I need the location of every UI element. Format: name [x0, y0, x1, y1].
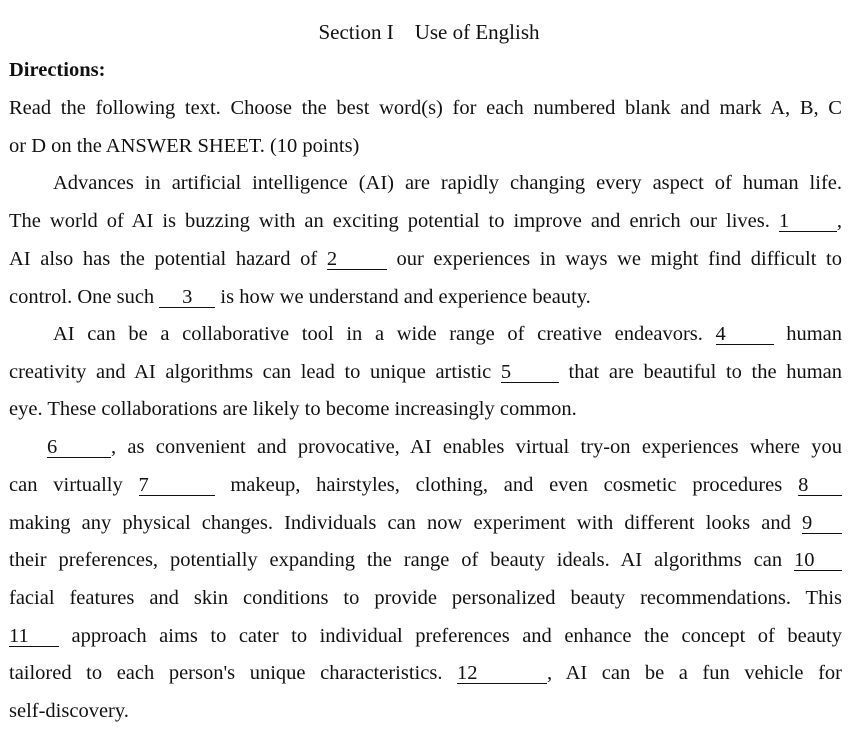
p3-line-4: their preferences, potentially expanding the range of beauty ideals. AI algorithms can 10: [9, 546, 842, 574]
p2-line-3: eye. These collaborations are likely to become increasingly common.: [9, 398, 577, 420]
p2-line-1: AI can be a collaborative tool in a wide range of creative endeavors. 4 human: [53, 323, 842, 345]
p1-line-1: Advances in artificial intelligence (AI) are rapidly changing every aspect of human life.: [53, 172, 842, 194]
directions-line-1: Read the following text. Choose the best word(s) for each numbered blank and mark A, B, C: [9, 97, 842, 119]
directions-line-2: or D on the ANSWER SHEET. (10 points): [9, 135, 360, 157]
section-name: Use of English: [414, 20, 540, 44]
blank-9[interactable]: 9: [802, 513, 842, 534]
section-title: [0, 18, 858, 46]
blank-1[interactable]: 1: [779, 211, 837, 232]
blank-11[interactable]: 11: [9, 626, 59, 647]
blank-10[interactable]: 10: [794, 550, 842, 571]
p3-line-5: facial features and skin conditions to provide personalized beauty recommendations. This: [9, 587, 842, 609]
p3-line-8: self-discovery.: [9, 700, 129, 722]
blank-8[interactable]: 8: [798, 475, 842, 496]
p3-line-7: tailored to each person's unique characteristics. 12 , AI can be a fun vehicle for: [9, 662, 842, 684]
blank-4[interactable]: 4: [716, 324, 774, 345]
blank-6[interactable]: 6: [47, 437, 111, 458]
blank-12[interactable]: 12: [457, 663, 547, 684]
section-label: Section I: [318, 20, 394, 44]
p3-line-1: 6 , as convenient and provocative, AI enables virtual try-on experiences where you: [47, 436, 842, 458]
blank-2[interactable]: 2: [327, 249, 387, 270]
p3-line-2: can virtually 7 makeup, hairstyles, clothing, and even cosmetic procedures 8: [9, 471, 842, 499]
p1-line-3: AI also has the potential hazard of 2 our experiences in ways we might find difficult to: [9, 248, 842, 270]
blank-3[interactable]: 3: [159, 287, 215, 308]
blank-7[interactable]: 7: [139, 475, 215, 496]
directions-heading: Directions:: [9, 59, 106, 81]
p1-line-2: The world of AI is buzzing with an exciting potential to improve and enrich our lives. 1 ,: [9, 210, 842, 232]
p3-line-3: making any physical changes. Individuals can now experiment with different looks and 9: [9, 509, 842, 537]
p2-line-2: creativity and AI algorithms can lead to unique artistic 5 that are beautiful to the human: [9, 361, 842, 383]
p3-line-6: 11 approach aims to cater to individual preferences and enhance the concept of beauty: [9, 625, 843, 647]
blank-5[interactable]: 5: [501, 362, 559, 383]
p1-line-4: control. One such 3 is how we understand and experience beauty.: [9, 286, 591, 308]
